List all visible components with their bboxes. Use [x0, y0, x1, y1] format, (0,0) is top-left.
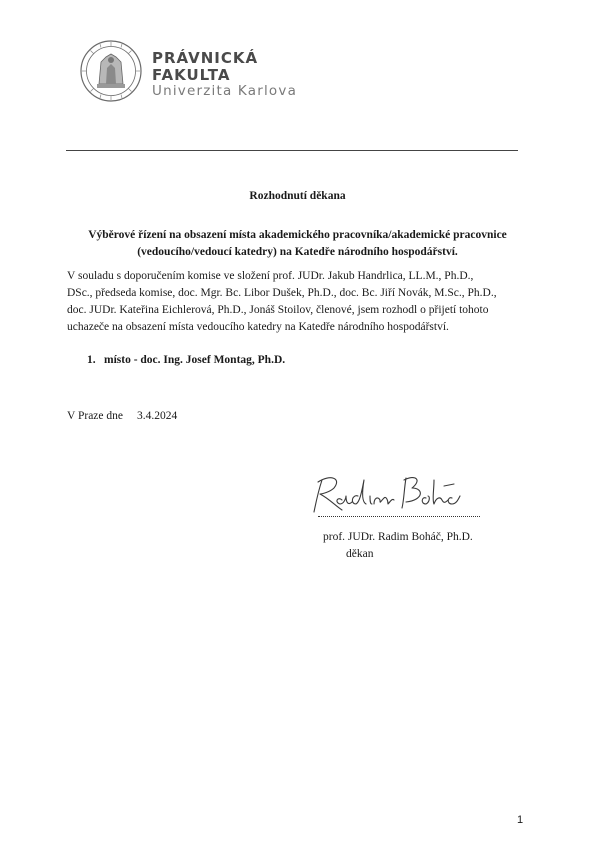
- signer-role: děkan: [346, 548, 374, 560]
- date-label: V Praze dne: [67, 410, 123, 422]
- subject-line-2: (vedoucího/vedoucí katedry) na Katedře národního hospodářství.: [137, 246, 458, 258]
- subject-line-1: Výběrové řízení na obsazení místa akademického pracovníka/akademické pracovnice: [88, 229, 507, 241]
- body-text-line: V souladu s doporučením komise ve složení prof. JUDr. Jakub Handrlica, LL.M., Ph.D.,: [67, 270, 474, 282]
- faculty-name-line2: FAKULTA: [152, 66, 231, 84]
- body-text-line: doc. JUDr. Kateřina Eichlerová, Ph.D., Jonáš Stoilov, členové, jsem rozhodl o přijetí tohoto: [67, 304, 489, 316]
- handwritten-signature: [308, 470, 468, 515]
- university-seal-icon: [80, 40, 142, 102]
- signature-line: [318, 516, 480, 517]
- university-name: Univerzita Karlova: [152, 83, 298, 99]
- header-divider: [66, 150, 518, 151]
- body-text-line: DSc., předseda komise, doc. Mgr. Bc. Libor Dušek, Ph.D., doc. Bc. Jiří Novák, M.Sc., Ph.D.,: [67, 287, 497, 299]
- body-text-line: uchazeče na obsazení místa vedoucího katedry na Katedře národního hospodářství.: [67, 321, 449, 333]
- date-value: 3.4.2024: [137, 410, 178, 422]
- signer-name: prof. JUDr. Radim Boháč, Ph.D.: [323, 531, 473, 543]
- result-text: místo - doc. Ing. Josef Montag, Ph.D.: [104, 354, 286, 366]
- document-title: Rozhodnutí děkana: [249, 190, 346, 202]
- page-number: 1: [517, 814, 524, 826]
- faculty-name-line1: PRÁVNICKÁ: [152, 49, 259, 67]
- result-number: 1.: [87, 354, 96, 366]
